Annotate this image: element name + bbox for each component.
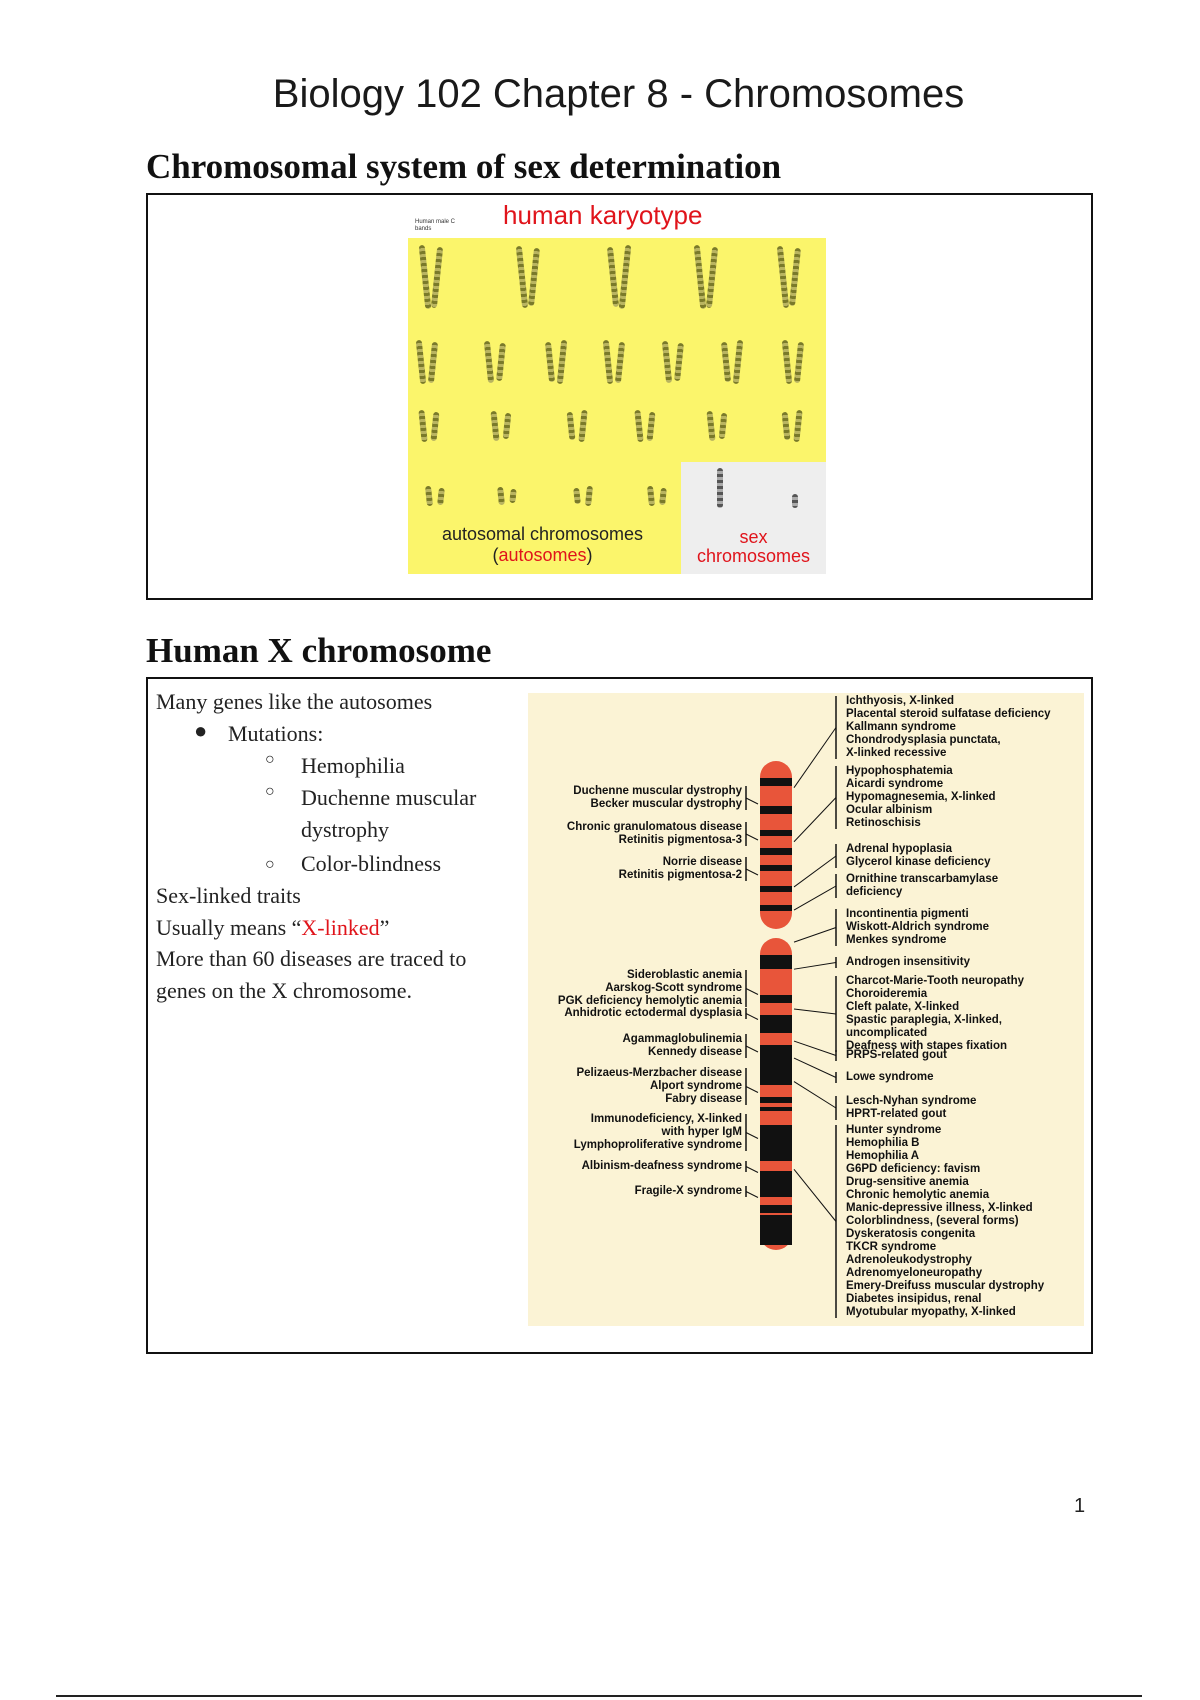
x-chromosome-diagram bbox=[528, 693, 1084, 1326]
chromosome bbox=[706, 411, 715, 441]
disease-label: Retinoschisis bbox=[846, 817, 921, 829]
text-usually-x-linked: Usually means “X-linked” bbox=[156, 915, 390, 940]
chromosome bbox=[437, 487, 445, 505]
disease-label: Aicardi syndrome bbox=[846, 778, 944, 790]
left-leader bbox=[746, 1133, 758, 1139]
disease-label: G6PD deficiency: favism bbox=[846, 1163, 981, 1175]
left-leader bbox=[746, 1192, 758, 1198]
disease-label: X-linked recessive bbox=[846, 747, 947, 759]
text-many-genes: Many genes like the autosomes bbox=[156, 689, 433, 714]
left-leader bbox=[746, 1046, 758, 1052]
chromosome bbox=[425, 486, 433, 507]
left-label-group bbox=[623, 1033, 743, 1059]
chromosome bbox=[503, 413, 512, 439]
footer-rule bbox=[56, 1695, 1142, 1697]
left-label-group bbox=[558, 969, 742, 1008]
chromosome-pair bbox=[572, 486, 596, 506]
disease-label: Choroideremia bbox=[846, 988, 928, 1000]
bullet-circle: ○ bbox=[265, 751, 275, 768]
chromosome bbox=[603, 340, 614, 384]
chromosome bbox=[793, 410, 802, 442]
left-label-group bbox=[619, 856, 742, 882]
chromosome-band bbox=[760, 1125, 792, 1161]
text-sex-linked: Sex-linked traits bbox=[156, 883, 301, 908]
disease-label: Drug-sensitive anemia bbox=[846, 1176, 969, 1188]
disease-label: Adrenal hypoplasia bbox=[846, 843, 953, 855]
disease-label: PRPS-related gout bbox=[846, 1049, 947, 1061]
chromosome bbox=[647, 486, 655, 507]
disease-label: Immunodeficiency, X-linked bbox=[590, 1113, 742, 1125]
chromosome bbox=[528, 248, 540, 306]
right-leader bbox=[794, 963, 836, 970]
left-label-group bbox=[564, 1007, 742, 1020]
right-leader bbox=[794, 1082, 836, 1108]
section-heading-x-chromosome: Human X chromosome bbox=[146, 631, 492, 670]
chromosome-pair bbox=[566, 410, 590, 442]
disease-label: Lesch-Nyhan syndrome bbox=[846, 1095, 977, 1107]
chromosome-pair bbox=[418, 410, 442, 442]
left-leader bbox=[746, 1087, 758, 1093]
disease-label: Retinitis pigmentosa-3 bbox=[618, 834, 742, 846]
disease-label: Agammaglobulinemia bbox=[622, 1033, 742, 1045]
disease-label: Emery-Dreifuss muscular dystrophy bbox=[846, 1280, 1045, 1292]
left-label-group bbox=[573, 785, 742, 811]
chromosome-q-arm bbox=[760, 938, 792, 1250]
bullet-dot: ● bbox=[194, 718, 208, 743]
disease-label: Norrie disease bbox=[662, 856, 742, 868]
right-leader bbox=[794, 728, 836, 788]
disease-label: Retinitis pigmentosa-2 bbox=[618, 869, 742, 881]
disease-label: Glycerol kinase deficiency bbox=[846, 856, 991, 868]
right-leader bbox=[794, 1058, 836, 1077]
disease-label: Anhidrotic ectodermal dysplasia bbox=[564, 1007, 742, 1019]
disease-label: Duchenne muscular dystrophy bbox=[573, 785, 742, 797]
disease-label: Hemophilia A bbox=[846, 1150, 920, 1162]
disease-label: Hunter syndrome bbox=[846, 1124, 942, 1136]
disease-label: Incontinentia pigmenti bbox=[846, 908, 969, 920]
chromosome bbox=[615, 341, 625, 382]
left-label-group bbox=[576, 1067, 742, 1106]
disease-label: Aarskog-Scott syndrome bbox=[605, 982, 742, 994]
chromosome-pair bbox=[646, 486, 670, 506]
right-leader bbox=[794, 798, 836, 842]
chromosome bbox=[431, 246, 443, 307]
disease-label: Ornithine transcarbamylase bbox=[846, 873, 999, 885]
chromosome bbox=[428, 341, 438, 382]
chromosome-band bbox=[760, 886, 792, 892]
left-leader bbox=[746, 1014, 758, 1020]
chromosome bbox=[694, 245, 707, 309]
chromosome-band bbox=[760, 1015, 792, 1033]
chromosome bbox=[497, 487, 505, 506]
disease-label: Chondrodysplasia punctata, bbox=[846, 734, 1001, 746]
chromosome bbox=[607, 247, 619, 307]
disease-label: Alport syndrome bbox=[649, 1080, 742, 1092]
chromosome-pair bbox=[496, 486, 520, 506]
section-heading-sex-determination: Chromosomal system of sex determination bbox=[146, 147, 782, 186]
chromosome bbox=[567, 412, 576, 440]
disease-label: Manic-depressive illness, X-linked bbox=[846, 1202, 1033, 1214]
sex-chromosome bbox=[792, 494, 798, 508]
left-leader bbox=[746, 869, 758, 875]
disease-label: Charcot-Marie-Tooth neuropathy bbox=[846, 975, 1025, 987]
chromosome-band bbox=[760, 1107, 792, 1111]
chromosome bbox=[496, 343, 506, 381]
chromosome-pair bbox=[721, 340, 745, 384]
chromosome bbox=[721, 342, 731, 382]
right-leader bbox=[794, 1169, 836, 1221]
mutation-duchenne: Duchenne muscular bbox=[301, 785, 477, 810]
disease-label: Myotubular myopathy, X-linked bbox=[846, 1306, 1016, 1318]
mutation-duchenne-cont: dystrophy bbox=[301, 817, 389, 842]
chromosome-band bbox=[760, 1045, 792, 1085]
page-number: 1 bbox=[1074, 1495, 1086, 1517]
chromosome-pair bbox=[706, 410, 730, 442]
text-more-than-60: More than 60 diseases are traced to bbox=[156, 946, 467, 971]
chromosome bbox=[509, 489, 516, 504]
left-label-group bbox=[635, 1185, 742, 1198]
chromosome-pair bbox=[420, 245, 444, 309]
right-label-group bbox=[846, 1049, 947, 1062]
chromosome bbox=[794, 341, 804, 382]
disease-label: deficiency bbox=[846, 886, 903, 898]
disease-label: TKCR syndrome bbox=[846, 1241, 937, 1253]
disease-label: Spastic paraplegia, X-linked, bbox=[846, 1014, 1002, 1026]
chromosome bbox=[782, 340, 793, 384]
chromosome-band bbox=[760, 1097, 792, 1103]
right-label-group bbox=[846, 1095, 976, 1121]
chromosome bbox=[431, 411, 440, 440]
disease-label: Adrenomyeloneuropathy bbox=[846, 1267, 983, 1279]
chromosome bbox=[777, 246, 789, 308]
bullet-circle: ○ bbox=[265, 856, 275, 873]
right-label-group bbox=[846, 843, 990, 869]
chromosome-band bbox=[760, 778, 792, 786]
autosome-caption-line1: autosomal chromosomes bbox=[441, 524, 644, 544]
disease-label: with hyper IgM bbox=[661, 1126, 742, 1138]
right-label-group bbox=[846, 873, 998, 899]
chromosome-band bbox=[760, 865, 792, 871]
chromosome-band bbox=[760, 1171, 792, 1197]
chromosome-pair bbox=[517, 245, 541, 309]
chromosome-band bbox=[760, 1215, 792, 1245]
disease-label: Menkes syndrome bbox=[846, 934, 947, 946]
chromosome bbox=[647, 411, 656, 440]
disease-label: Pelizaeus-Merzbacher disease bbox=[576, 1067, 742, 1079]
chromosome-band bbox=[760, 1205, 792, 1213]
text-genes-on-x: genes on the X chromosome. bbox=[156, 978, 412, 1003]
left-label-group bbox=[567, 821, 742, 847]
chromosome bbox=[619, 245, 632, 309]
disease-label: Hypomagnesemia, X-linked bbox=[846, 791, 996, 803]
disease-label: Albinism-deafness syndrome bbox=[581, 1160, 742, 1172]
mutation-color-blindness: Color-blindness bbox=[301, 851, 442, 876]
chromosome bbox=[659, 487, 667, 505]
disease-label: Chronic hemolytic anemia bbox=[846, 1189, 990, 1201]
disease-label: Ocular albinism bbox=[846, 804, 933, 816]
disease-label: PGK deficiency hemolytic anemia bbox=[557, 995, 742, 1007]
disease-label: Hemophilia B bbox=[846, 1137, 920, 1149]
right-label-group bbox=[846, 695, 1051, 760]
chromosome bbox=[484, 341, 494, 383]
disease-label: uncomplicated bbox=[846, 1027, 928, 1039]
chromosome-pair bbox=[695, 245, 719, 309]
left-leader bbox=[746, 1167, 758, 1173]
chromosome-band bbox=[760, 995, 792, 1003]
right-label-group bbox=[846, 1071, 934, 1084]
chromosome bbox=[418, 410, 427, 442]
left-leader bbox=[746, 798, 758, 804]
disease-label: Fabry disease bbox=[665, 1093, 742, 1105]
chromosome bbox=[719, 413, 728, 439]
chromosome bbox=[634, 410, 643, 442]
left-leader bbox=[746, 989, 758, 995]
disease-label: Kallmann syndrome bbox=[846, 721, 956, 733]
disease-label: Adrenoleukodystrophy bbox=[846, 1254, 972, 1266]
disease-label: Deafness with stapes fixation bbox=[846, 1040, 1008, 1052]
chromosome-pair bbox=[545, 340, 569, 384]
left-label-group bbox=[574, 1113, 742, 1152]
disease-label: HPRT-related gout bbox=[846, 1108, 947, 1120]
right-label-group bbox=[846, 765, 996, 830]
disease-label: Dyskeratosis congenita bbox=[846, 1228, 976, 1240]
right-leader bbox=[794, 1041, 836, 1055]
page-title: Biology 102 Chapter 8 - Chromosomes bbox=[272, 72, 965, 116]
chromosome bbox=[674, 343, 684, 381]
chromosome-pair bbox=[778, 245, 802, 309]
right-label-group bbox=[846, 1124, 1044, 1319]
chromosome-pair bbox=[781, 410, 805, 442]
disease-label: Becker muscular dystrophy bbox=[590, 798, 742, 810]
sex-chromosome bbox=[717, 468, 723, 508]
disease-label: Diabetes insipidus, renal bbox=[846, 1293, 982, 1305]
chromosome bbox=[789, 248, 801, 306]
chromosome-pair bbox=[484, 340, 508, 384]
disease-label: Wiskott-Aldrich syndrome bbox=[846, 921, 990, 933]
right-label-group bbox=[846, 975, 1024, 1053]
chromosome bbox=[416, 340, 427, 384]
text-mutations-label: Mutations: bbox=[228, 721, 324, 746]
right-leader bbox=[794, 928, 836, 943]
chromosome-pair bbox=[782, 340, 806, 384]
bullet-circle: ○ bbox=[265, 783, 275, 800]
chromosome-pair bbox=[662, 340, 686, 384]
disease-label: Chronic granulomatous disease bbox=[566, 821, 742, 833]
chromosome-pair bbox=[634, 410, 658, 442]
karyotype-tiny-label: Human male C bands bbox=[415, 219, 456, 232]
right-leader bbox=[794, 1009, 836, 1014]
chromosome bbox=[733, 340, 744, 384]
chromosome bbox=[662, 341, 672, 383]
disease-label: Lowe syndrome bbox=[846, 1071, 934, 1083]
chromosome bbox=[578, 410, 587, 442]
chromosome-band bbox=[760, 955, 792, 969]
disease-label: Hypophosphatemia bbox=[846, 765, 953, 777]
right-label-group bbox=[846, 908, 989, 947]
chromosome bbox=[782, 412, 791, 440]
disease-label: Androgen insensitivity bbox=[846, 956, 970, 968]
sex-chromosome-caption: sex chromosomes bbox=[696, 527, 811, 566]
chromosome-pair bbox=[490, 410, 514, 442]
disease-label: Cleft palate, X-linked bbox=[846, 1001, 960, 1013]
chromosome bbox=[573, 488, 581, 505]
chromosome bbox=[557, 340, 568, 384]
chromosome bbox=[516, 246, 528, 308]
chromosome-pair bbox=[608, 245, 632, 309]
chromosome-band bbox=[760, 848, 792, 855]
chromosome-band bbox=[760, 905, 792, 911]
disease-label: Lymphoproliferative syndrome bbox=[573, 1139, 742, 1151]
chromosome bbox=[545, 342, 555, 382]
left-leader bbox=[746, 834, 758, 840]
chromosome-pair bbox=[603, 340, 627, 384]
chromosome-band bbox=[760, 806, 792, 814]
chromosome-pair bbox=[416, 340, 440, 384]
disease-label: Kennedy disease bbox=[648, 1046, 742, 1058]
right-leader bbox=[794, 856, 836, 887]
left-label-group bbox=[582, 1160, 742, 1173]
chromosome-band bbox=[760, 830, 792, 836]
chromosome bbox=[419, 245, 432, 309]
disease-label: Fragile-X syndrome bbox=[634, 1185, 742, 1197]
autosome-caption bbox=[420, 524, 665, 566]
disease-label: Ichthyosis, X-linked bbox=[846, 695, 954, 707]
right-label-group bbox=[846, 956, 970, 969]
disease-label: Sideroblastic anemia bbox=[626, 969, 742, 981]
chromosome bbox=[490, 411, 499, 441]
mutation-hemophilia: Hemophilia bbox=[301, 753, 405, 778]
chromosome bbox=[585, 486, 593, 507]
chromosome-pair bbox=[424, 486, 448, 506]
chromosome bbox=[706, 246, 718, 307]
disease-label: Placental steroid sulfatase deficiency bbox=[846, 708, 1051, 720]
chromosome-p-arm bbox=[760, 761, 792, 929]
autosome-caption-line2: (autosomes) bbox=[492, 545, 593, 565]
karyotype-title: human karyotype bbox=[503, 200, 703, 230]
right-leader bbox=[794, 886, 836, 910]
disease-label: Colorblindness, (several forms) bbox=[846, 1215, 1019, 1227]
